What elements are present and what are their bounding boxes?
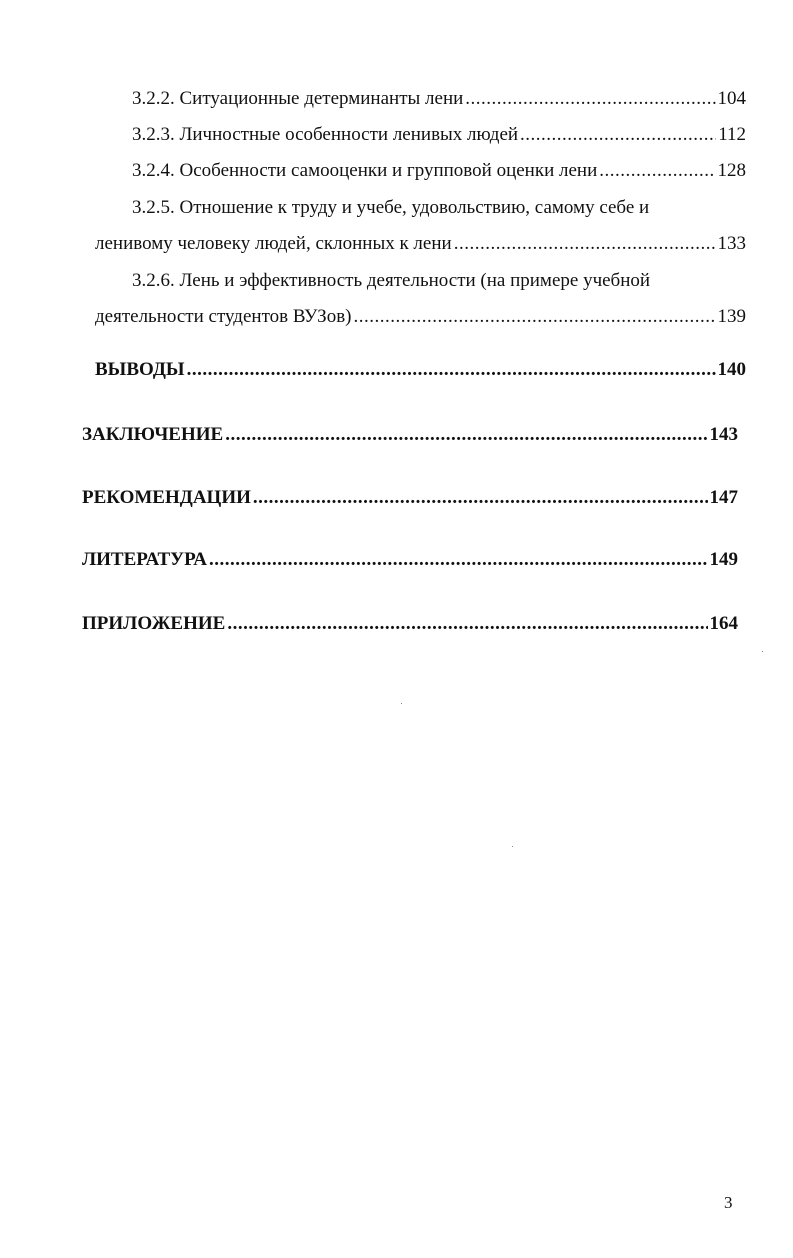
dot-leader [454,231,716,257]
toc-entry-page: 139 [717,306,746,327]
toc-entry-label: ЛИТЕРАТУРА [82,549,208,570]
dot-leader [225,422,707,448]
page-number: 3 [724,1193,733,1212]
toc-entry-page: 133 [717,233,746,254]
toc-entry-page: 104 [717,88,746,109]
scan-speck [512,846,513,847]
toc-entry-label: 3.2.3. Личностные особенности ленивых людей [132,124,519,145]
toc-entry-label: 3.2.4. Особенности самооценки и групповой оценки лени [132,160,598,181]
toc-entry-3-2-5-line1: 3.2.5. Отношение к труду и учебе, удовольствию, самому себе и [132,197,650,218]
toc-entry-label: деятельности студентов ВУЗов) [95,306,352,327]
toc-entry-page: 128 [717,160,746,181]
toc-entry-conclusion [82,422,738,448]
toc-entry-appendix [82,611,738,637]
dot-leader [599,158,715,184]
toc-entry-page: 164 [709,613,738,634]
dot-leader [209,547,707,573]
dot-leader [354,304,716,330]
toc-entry-page: 147 [709,487,738,508]
toc-entry-3-2-5 [95,231,746,257]
toc-entry-label: ВЫВОДЫ [95,359,185,380]
dot-leader [187,357,716,383]
dot-leader [465,86,715,112]
dot-leader [520,122,716,148]
toc-entry-recommendations [82,485,738,511]
toc-entry-label: ЗАКЛЮЧЕНИЕ [82,424,224,445]
toc-entry-3-2-6-line1: 3.2.6. Лень и эффективность деятельности (на примере учебной [132,270,651,291]
toc-entry-conclusions [95,357,746,383]
toc-entry-label: РЕКОМЕНДАЦИИ [82,487,251,508]
toc-entry-3-2-6 [95,304,746,330]
toc-entry-3-2-2 [132,86,746,112]
toc-entry-page: 143 [709,424,738,445]
toc-entry-page: 112 [718,124,746,145]
toc-entry-page: 140 [717,359,746,380]
toc-entry-literature [82,547,738,573]
toc-entry-label: ПРИЛОЖЕНИЕ [82,613,226,634]
dot-leader [253,485,708,511]
toc-entry-label: 3.2.2. Ситуационные детерминанты лени [132,88,464,109]
scan-speck [401,703,402,704]
toc-entry-label: ленивому человеку людей, склонных к лени [95,233,452,254]
toc-entry-page: 149 [709,549,738,570]
toc-entry-3-2-3 [132,122,746,148]
scan-speck [762,651,763,652]
toc-entry-3-2-4 [132,158,746,184]
dot-leader [227,611,707,637]
